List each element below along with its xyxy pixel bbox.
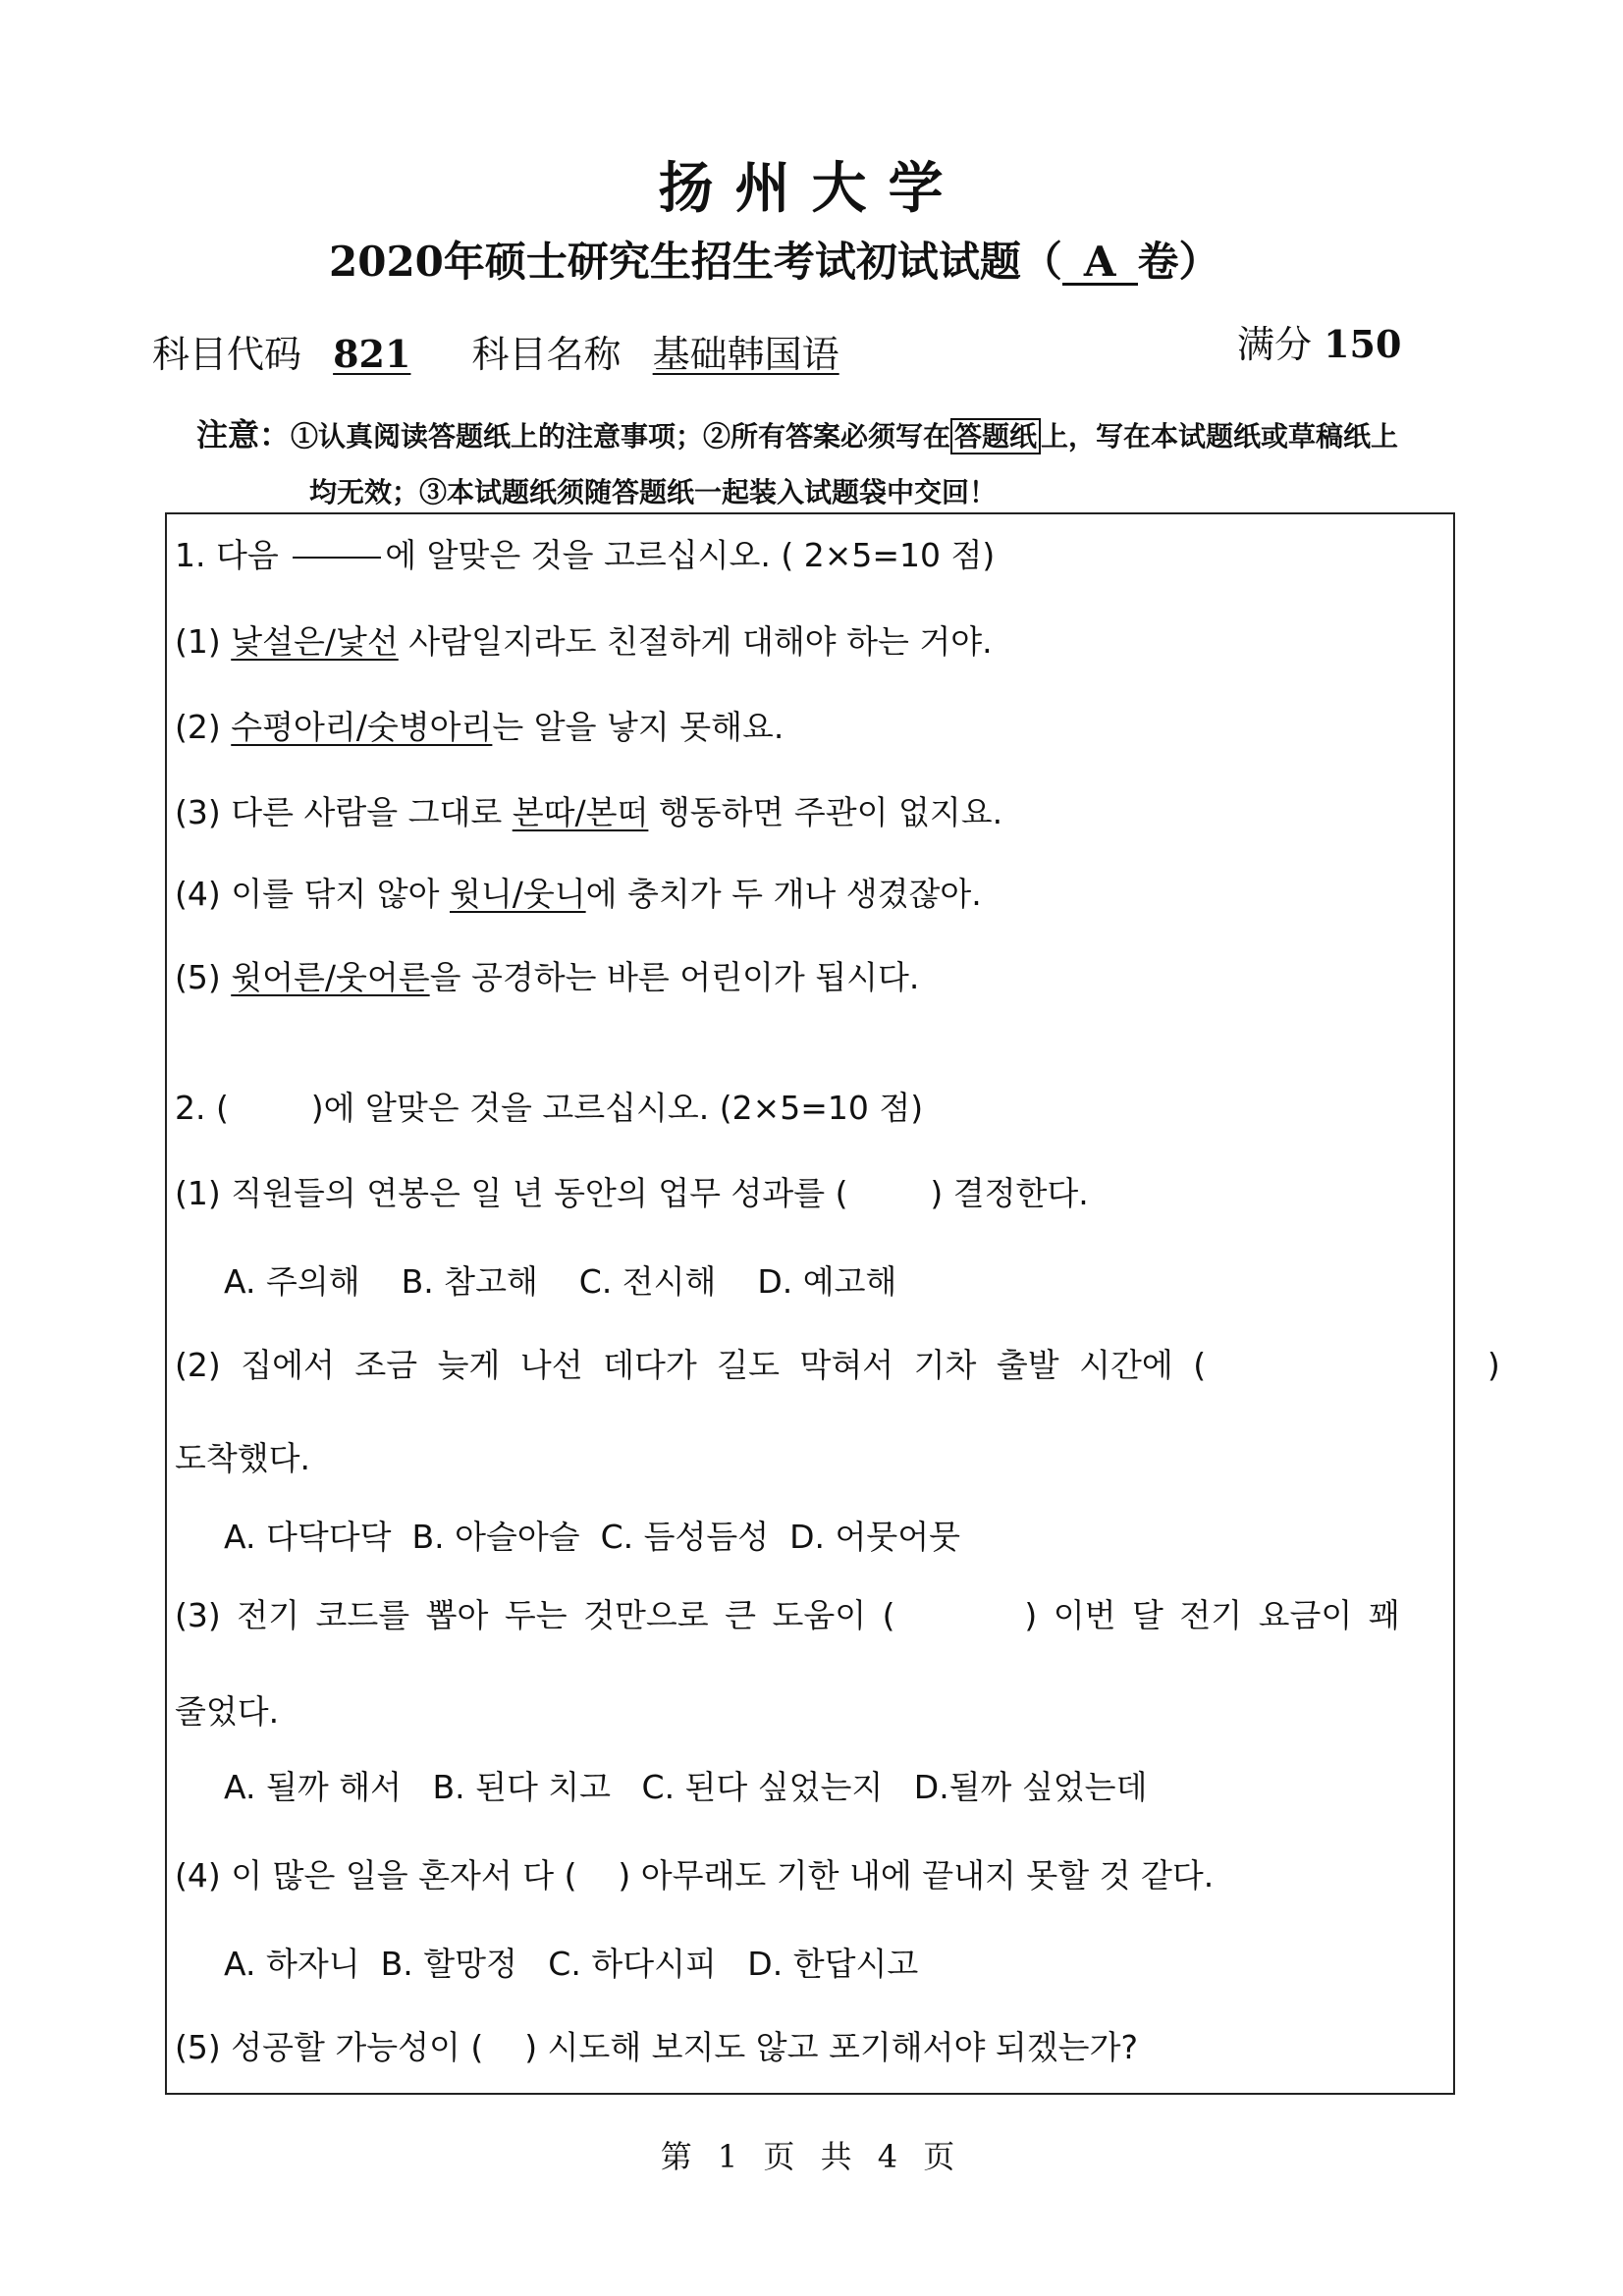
q1-item	[175, 702, 784, 748]
full-score	[1237, 314, 1401, 368]
exam-title-pre: 2020年硕士研究生招生考试初试试题（	[329, 238, 1062, 286]
subject-name-label: 科目名称	[471, 333, 622, 376]
underlined-choice: 윗어른/웃어른	[231, 958, 430, 996]
item-text: (5)	[175, 958, 232, 996]
q2-item-2-options: A. 다닥다닥 B. 아슬아슬 C. 듬성듬성 D. 어뭇어뭇	[224, 1518, 960, 1556]
q1-item	[175, 787, 1002, 833]
full-score-value: 150	[1324, 322, 1402, 366]
q2-item-2-cont: 도착했다.	[175, 1439, 311, 1477]
university-title: 扬州大学	[658, 156, 965, 221]
subject-code: 821	[333, 332, 411, 376]
q2-item-3-options: A. 될까 해서 B. 된다 치고 C. 된다 싶었는지 D.될까 싶었는데	[224, 1768, 1148, 1806]
q2-item-4-options: A. 하자니 B. 할망정 C. 하다시피 D. 한답시고	[224, 1945, 919, 1983]
notice-line-2: 均无效；③本试题纸须随答题纸一起装入试题袋中交回！	[309, 476, 998, 508]
q2-item-3-cont: 줄었다.	[175, 1692, 280, 1731]
full-score-label: 满分	[1237, 323, 1313, 366]
notice-line-1	[196, 410, 1398, 455]
item-text: (3) 다른 사람을 그대로	[175, 793, 513, 831]
item-text: 에 충치가 두 개나 생겼잖아.	[585, 875, 982, 913]
subject-code-label: 科目代码	[152, 333, 302, 376]
subject-name: 基础韩国语	[652, 333, 839, 376]
subject-code-row	[152, 324, 839, 378]
item-text: (2)	[175, 708, 232, 746]
exam-title-post: 卷）	[1137, 238, 1220, 286]
blank-line	[293, 557, 381, 559]
q1-item	[175, 616, 993, 663]
item-text: (4) 이를 닦지 않아	[175, 875, 450, 913]
q1-item	[175, 869, 982, 915]
q2-item-3: (3) 전기 코드를 뽑아 두는 것만으로 큰 도움이 ( ) 이번 달 전기 요금이 꽤	[175, 1596, 1400, 1634]
exam-title	[329, 230, 1220, 289]
item-text: 행동하면 주관이 없지요.	[648, 793, 1003, 831]
paper-version: A	[1062, 241, 1138, 286]
q1-header-pre: 1. 다음	[175, 536, 279, 574]
underlined-choice: 윗니/웃니	[449, 875, 586, 913]
notice-label: 注意：	[196, 416, 292, 454]
q2-item-1: (1) 직원들의 연봉은 일 년 동안의 업무 성과를 ( ) 결정한다.	[175, 1174, 1089, 1212]
notice-text: 上，写在本试题纸或草稿纸上	[1041, 420, 1399, 453]
q2-item-1-options: A. 주의해 B. 참고해 C. 전시해 D. 예고해	[224, 1262, 897, 1301]
notice-text: ①认真阅读答题纸上的注意事项；②所有答案必须写在	[291, 420, 951, 453]
item-text: (1)	[175, 622, 232, 661]
underlined-choice: 수평아리/숫병아리	[231, 708, 493, 746]
underlined-choice: 본따/본떠	[512, 793, 649, 831]
q2-item-2: (2) 집에서 조금 늦게 나선 데다가 길도 막혀서 기차 출발 시간에 ( )	[175, 1346, 1500, 1384]
item-text: 을 공경하는 바른 어린이가 됩시다.	[429, 958, 920, 996]
q1-item	[175, 952, 919, 998]
q2-item-4: (4) 이 많은 일을 혼자서 다 ( ) 아무래도 기한 내에 끝내지 못할 것 같다.	[175, 1856, 1215, 1895]
q1-header	[175, 530, 995, 576]
q2-header: 2. ( )에 알맞은 것을 고르십시오. (2×5=10 점)	[175, 1089, 924, 1127]
underlined-choice: 낯설은/낯선	[231, 622, 399, 661]
q2-item-5: (5) 성공할 가능성이 ( ) 시도해 보지도 않고 포기해서야 되겠는가?	[175, 2028, 1138, 2066]
q1-header-post: 에 알맞은 것을 고르십시오. ( 2×5=10 점)	[385, 536, 996, 574]
page-number: 第 1 页 共 4 页	[660, 2138, 963, 2175]
item-text: 는 알을 낳지 못해요.	[492, 708, 784, 746]
item-text: 사람일지라도 친절하게 대해야 하는 거야.	[398, 622, 993, 661]
answer-sheet-boxed: 答题纸	[950, 418, 1041, 454]
